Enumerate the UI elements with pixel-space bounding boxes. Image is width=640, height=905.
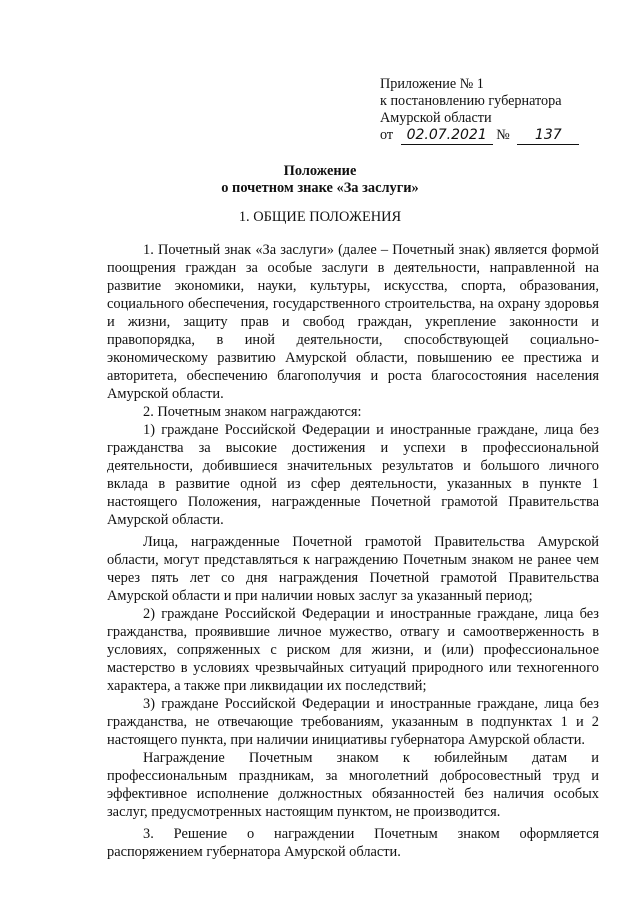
- annex-title: Приложение № 1: [380, 76, 484, 92]
- paragraph-1: 1. Почетный знак «За заслуги» (далее – Почетный знак) является формой поощрения граждан за особые заслуги в деятельности, направленной на развитие экономики, науки, культуры, искусства, спорта, образования, социального обеспечения, государственного строительства, на охрану здоровья и жизни, защиту прав и свобод граждан, укрепление законности и правопорядка, в иной деятельности, способствующей социально-экономическому развитию Амурской области, повышению ее престижа и авторитета, обеспечению благополучия и роста благосостояния населения Амурской области.: [107, 242, 599, 402]
- annex-number-prefix: №: [496, 127, 510, 143]
- section-heading: 1. ОБЩИЕ ПОЛОЖЕНИЯ: [238, 209, 402, 225]
- document-subtitle: о почетном знаке «За заслуги»: [221, 180, 419, 196]
- paragraph-2-item-1-note: Лица, награжденные Почетной грамотой Правительства Амурской области, могут представляться к награждению Почетным знаком не ранее чем через пять лет со дня награждения Почетной грамотой Правительства Амурской области и при наличии новых заслуг за указанный период;: [107, 534, 599, 604]
- annex-number-handwritten: 137: [517, 127, 579, 145]
- annex-date-handwritten: 02.07.2021: [401, 127, 493, 145]
- annex-date-prefix: от: [380, 127, 394, 143]
- annex-reference: к постановлению губернатора: [380, 93, 562, 109]
- annex-block: [380, 76, 579, 145]
- paragraph-2-item-3: 3) граждане Российской Федерации и иностранные граждане, лица без гражданства, не отвечающие требованиям, указанным в подпунктах 1 и 2 настоящего пункта, при наличии инициативы губернатора Амурской области.: [107, 696, 599, 748]
- annex-date-line: [380, 127, 579, 145]
- document-body: [107, 241, 599, 861]
- paragraph-2-note: Награждение Почетным знаком к юбилейным датам и профессиональным праздникам, за многолетний добросовестный труд и эффективное исполнение должностных обязанностей без наличия особых заслуг, предусмотренных настоящим пунктом, не производится.: [107, 750, 599, 820]
- annex-region: Амурской области: [380, 110, 492, 126]
- paragraph-2-item-1: 1) граждане Российской Федерации и иностранные граждане, лица без гражданства за высокие достижения и успехи в профессиональной деятельности, добившиеся значительных результатов и большого личного вклада в развитие одной из сфер деятельности, указанных в пункте 1 настоящего Положения, награжденные Почетной грамотой Правительства Амурской области.: [107, 422, 599, 528]
- paragraph-2: 2. Почетным знаком награждаются:: [143, 404, 362, 420]
- document-title: Положение: [283, 163, 357, 179]
- paragraph-2-item-2: 2) граждане Российской Федерации и иностранные граждане, лица без гражданства, проявившие личное мужество, отвагу и самоотверженность в условиях, сопряженных с риском для жизни, и (или) профессиональное мастерство в условиях чрезвычайных ситуаций природного или техногенного характера, а также при ликвидации их последствий;: [107, 606, 599, 694]
- paragraph-3: 3. Решение о награждении Почетным знаком оформляется распоряжением губернатора Амурской области.: [107, 826, 599, 860]
